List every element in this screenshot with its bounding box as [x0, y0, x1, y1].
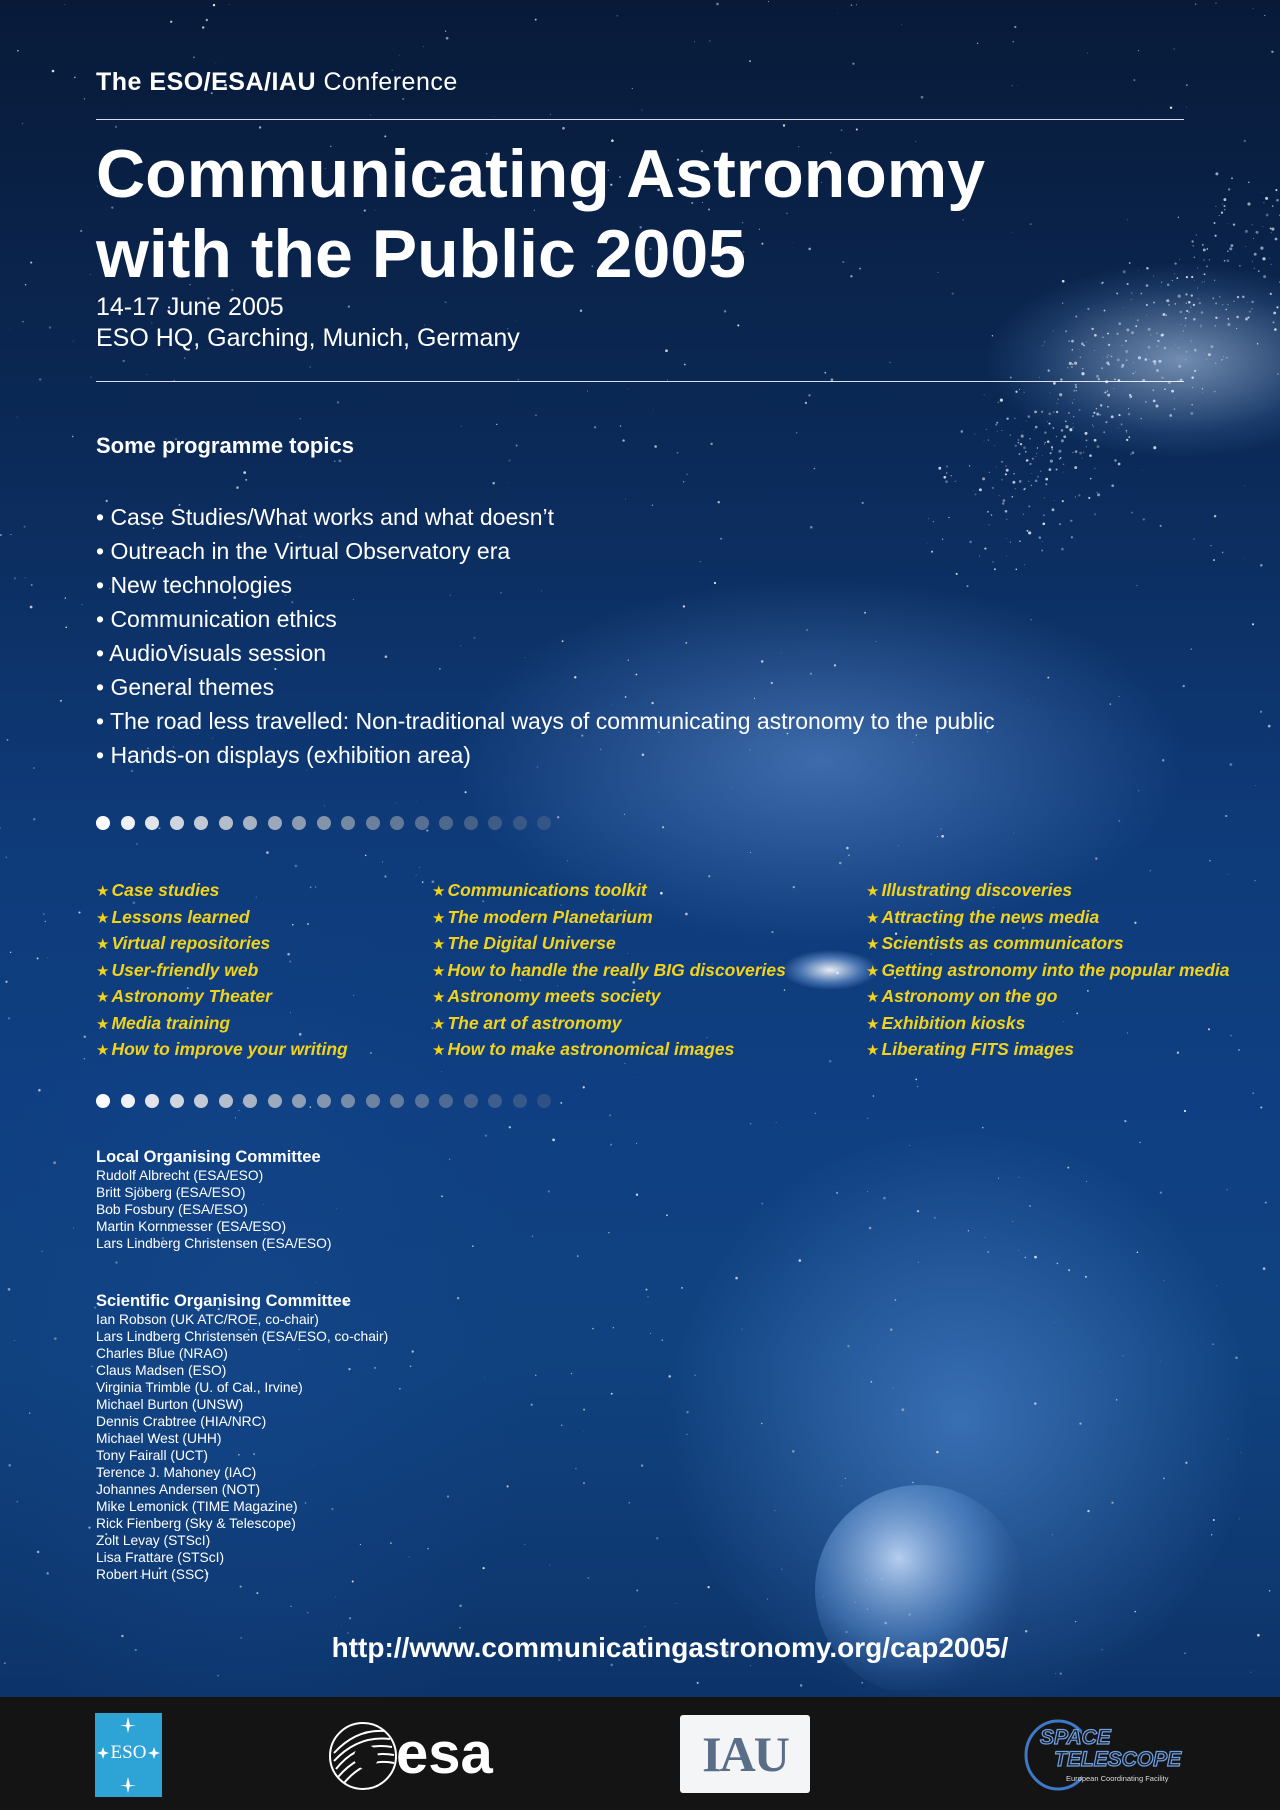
header-divider-bottom [96, 381, 1184, 382]
scientific-committee-heading: Scientific Organising Committee [96, 1292, 351, 1310]
list-item [96, 500, 995, 534]
highlight-item [96, 931, 348, 958]
list-item [96, 1413, 388, 1430]
highlight-item [96, 1011, 348, 1038]
esa-logo-text: esa [396, 1721, 493, 1786]
item-text: Attracting the news media [881, 906, 1100, 927]
highlight-item [432, 931, 786, 958]
divider-dot [145, 816, 159, 830]
event-date: 14-17 June 2005 [96, 293, 284, 321]
event-details [96, 292, 520, 354]
list-item [96, 1515, 388, 1532]
item-text: Michael West (UHH) [96, 1431, 222, 1446]
list-item [96, 1345, 388, 1362]
item-text: Claus Madsen (ESO) [96, 1363, 227, 1378]
item-text: Tony Fairall (UCT) [96, 1448, 208, 1463]
list-item [96, 602, 995, 636]
highlight-item [96, 958, 348, 985]
divider-dot [464, 816, 478, 830]
item-text: Virtual repositories [111, 933, 271, 953]
highlight-item [432, 1037, 786, 1064]
divider-dot [268, 816, 282, 830]
divider-dot [390, 816, 404, 830]
list-item [96, 670, 995, 704]
topics-list [96, 500, 995, 772]
highlight-item [432, 905, 786, 932]
star-icon: ★ [866, 909, 880, 927]
divider-dot [366, 1094, 380, 1108]
divider-dot [96, 816, 110, 830]
item-text: • General themes [96, 674, 275, 700]
highlight-item [866, 958, 1230, 985]
list-item [96, 1328, 388, 1345]
iau-logo [680, 1715, 810, 1793]
item-text: Charles Blue (NRAO) [96, 1346, 228, 1361]
divider-dot [415, 1094, 429, 1108]
highlights-column-3 [866, 878, 1230, 1064]
local-committee-heading: Local Organising Committee [96, 1148, 321, 1166]
divider-dot [439, 1094, 453, 1108]
item-text: Robert Hurt (SSC) [96, 1567, 209, 1582]
space-telescope-logo [1022, 1717, 1202, 1792]
star-icon: ★ [96, 989, 110, 1006]
item-text: The art of astronomy [447, 1012, 622, 1033]
item-text: Zolt Levay (STScI) [96, 1533, 211, 1548]
list-item [96, 1311, 388, 1328]
list-item [96, 1532, 388, 1549]
eso-star-icon [95, 1713, 162, 1797]
item-text: Getting astronomy into the popular media [881, 959, 1230, 980]
star-icon: ★ [432, 1042, 446, 1059]
star-icon: ★ [432, 883, 446, 900]
star-icon: ★ [866, 962, 880, 980]
item-text: Virginia Trimble (U. of Cal., Irvine) [96, 1380, 303, 1395]
list-item [96, 1167, 331, 1184]
divider-dot [513, 816, 527, 830]
divider-dot [464, 1094, 478, 1108]
list-item [96, 1218, 331, 1235]
item-text: How to handle the really BIG discoveries [447, 959, 786, 980]
list-item [96, 1201, 331, 1218]
item-text: Communications toolkit [447, 880, 647, 900]
highlight-item [96, 878, 348, 905]
star-icon: ★ [432, 962, 446, 980]
list-item [96, 1396, 388, 1413]
list-item [96, 1566, 388, 1583]
divider-dot [145, 1094, 159, 1108]
item-text: Lars Lindberg Christensen (ESA/ESO) [96, 1236, 332, 1251]
item-text: Exhibition kiosks [881, 1012, 1026, 1033]
divider-dot [488, 816, 502, 830]
star-icon: ★ [96, 909, 110, 927]
highlight-item [866, 905, 1230, 932]
star-icon: ★ [432, 936, 446, 953]
divider-dot [170, 816, 184, 830]
divider-dot [96, 1094, 110, 1108]
item-text: Michael Burton (UNSW) [96, 1397, 244, 1412]
divider-dot [170, 1094, 184, 1108]
item-text: • Case Studies/What works and what doesn’t [96, 504, 555, 530]
divider-dot [243, 1094, 257, 1108]
item-text: How to improve your writing [111, 1039, 348, 1059]
highlights-column-1 [96, 878, 348, 1064]
topics-heading: Some programme topics [96, 433, 354, 458]
highlight-item [96, 1037, 348, 1064]
divider-dot [341, 1094, 355, 1108]
divider-dot [219, 1094, 233, 1108]
item-text: Rudolf Albrecht (ESA/ESO) [96, 1168, 264, 1183]
highlight-item [96, 905, 348, 932]
item-text: • Hands-on displays (exhibition area) [96, 742, 471, 768]
esa-swirl-icon [328, 1721, 398, 1791]
item-text: • Communication ethics [96, 606, 337, 632]
list-item [96, 636, 995, 670]
highlight-item [866, 984, 1230, 1011]
list-item [96, 1430, 388, 1447]
star-icon: ★ [96, 883, 110, 900]
space-telescope-line-1: SPACE [1040, 1726, 1111, 1749]
divider-dot [488, 1094, 502, 1108]
dot-divider-bottom [96, 1094, 551, 1108]
divider-dot [317, 1094, 331, 1108]
item-text: • New technologies [96, 572, 292, 598]
highlight-item [866, 1011, 1230, 1038]
star-icon: ★ [432, 989, 446, 1006]
item-text: Terence J. Mahoney (IAC) [96, 1465, 257, 1480]
star-icon: ★ [866, 883, 880, 900]
local-committee-members [96, 1167, 331, 1252]
list-item [96, 738, 995, 772]
divider-dot [513, 1094, 527, 1108]
title-line-2: with the Public 2005 [96, 216, 746, 292]
dot-divider-top [96, 816, 551, 830]
divider-dot [194, 1094, 208, 1108]
item-text: Johannes Andersen (NOT) [96, 1482, 261, 1497]
list-item [96, 704, 995, 738]
list-item [96, 1235, 331, 1252]
item-text: Ian Robson (UK ATC/ROE, co-chair) [96, 1312, 319, 1327]
conference-url-link[interactable]: http://www.communicatingastronomy.org/cap2005/ [331, 1632, 1009, 1663]
divider-dot [415, 816, 429, 830]
divider-dot [268, 1094, 282, 1108]
item-text: Rick Fienberg (Sky & Telescope) [96, 1516, 296, 1531]
item-text: Astronomy meets society [447, 986, 661, 1006]
divider-dot [537, 816, 551, 830]
divider-dot [341, 816, 355, 830]
list-item [96, 1549, 388, 1566]
star-icon: ★ [866, 936, 880, 953]
title-line-1: Communicating Astronomy [96, 136, 986, 212]
star-icon: ★ [96, 1015, 110, 1033]
item-text: Lars Lindberg Christensen (ESA/ESO, co-chair) [96, 1329, 389, 1344]
highlight-item [866, 878, 1230, 905]
conference-organizers: The ESO/ESA/IAU [96, 68, 317, 96]
list-item [96, 534, 995, 568]
list-item [96, 1464, 388, 1481]
star-icon: ★ [866, 989, 880, 1006]
iau-logo-text: IAU [702, 1726, 788, 1782]
list-item [96, 1184, 331, 1201]
highlight-item [866, 1037, 1230, 1064]
highlights-column-2 [432, 878, 786, 1064]
space-telescope-subtitle: European Coordinating Facility [1066, 1774, 1169, 1783]
highlight-item [432, 1011, 786, 1038]
star-icon: ★ [432, 1015, 446, 1033]
page-title [96, 134, 1196, 294]
item-text: How to make astronomical images [447, 1039, 735, 1059]
divider-dot [292, 816, 306, 830]
conference-word: Conference [323, 68, 458, 96]
item-text: Dennis Crabtree (HIA/NRC) [96, 1414, 267, 1429]
list-item [96, 1481, 388, 1498]
space-telescope-wordmark [1040, 1727, 1181, 1771]
divider-dot [292, 1094, 306, 1108]
item-text: • The road less travelled: Non-traditional ways of communicating astronomy to the public [96, 708, 995, 734]
item-text: • AudioVisuals session [96, 640, 327, 666]
item-text: Martin Kornmesser (ESA/ESO) [96, 1219, 287, 1234]
scientific-committee [96, 1292, 388, 1583]
highlight-item [432, 958, 786, 985]
eso-logo-text: ESO [110, 1742, 147, 1763]
item-text: The modern Planetarium [447, 906, 653, 927]
scientific-committee-members [96, 1311, 388, 1583]
item-text: Britt Sjöberg (ESA/ESO) [96, 1185, 246, 1200]
list-item [96, 1447, 388, 1464]
divider-dot [219, 816, 233, 830]
item-text: Bob Fosbury (ESA/ESO) [96, 1202, 248, 1217]
space-telescope-line-2: TELESCOPE [1054, 1748, 1182, 1771]
divider-dot [390, 1094, 404, 1108]
star-icon: ★ [96, 936, 110, 953]
item-text: Case studies [111, 880, 220, 900]
star-icon: ★ [96, 962, 110, 980]
item-text: Astronomy on the go [881, 986, 1058, 1006]
item-text: Lessons learned [111, 906, 250, 927]
divider-dot [121, 816, 135, 830]
highlight-item [432, 878, 786, 905]
esa-logo [328, 1721, 508, 1791]
list-item [96, 1362, 388, 1379]
item-text: Media training [111, 1012, 231, 1033]
item-text: User-friendly web [111, 959, 259, 980]
item-text: Scientists as communicators [881, 933, 1124, 953]
divider-dot [194, 816, 208, 830]
divider-dot [243, 816, 257, 830]
highlight-item [96, 984, 348, 1011]
item-text: The Digital Universe [447, 933, 616, 953]
star-icon: ★ [866, 1042, 880, 1059]
star-icon: ★ [866, 1015, 880, 1033]
highlight-item [432, 984, 786, 1011]
local-committee [96, 1148, 331, 1252]
list-item [96, 1498, 388, 1515]
divider-dot [537, 1094, 551, 1108]
item-text: Mike Lemonick (TIME Magazine) [96, 1499, 298, 1514]
item-text: Lisa Frattare (STScI) [96, 1550, 225, 1565]
list-item [96, 568, 995, 602]
event-venue: ESO HQ, Garching, Munich, Germany [96, 324, 520, 352]
divider-dot [121, 1094, 135, 1108]
divider-dot [366, 816, 380, 830]
star-icon: ★ [432, 909, 446, 927]
list-item [96, 1379, 388, 1396]
item-text: • Outreach in the Virtual Observatory era [96, 538, 511, 564]
conference-label [96, 68, 458, 97]
item-text: Liberating FITS images [881, 1039, 1074, 1059]
header-divider-top [96, 119, 1184, 120]
divider-dot [439, 816, 453, 830]
highlight-item [866, 931, 1230, 958]
logo-footer [0, 1697, 1280, 1810]
item-text: Illustrating discoveries [881, 880, 1073, 900]
divider-dot [317, 816, 331, 830]
eso-logo [95, 1713, 162, 1797]
item-text: Astronomy Theater [111, 986, 272, 1006]
star-icon: ★ [96, 1042, 110, 1059]
